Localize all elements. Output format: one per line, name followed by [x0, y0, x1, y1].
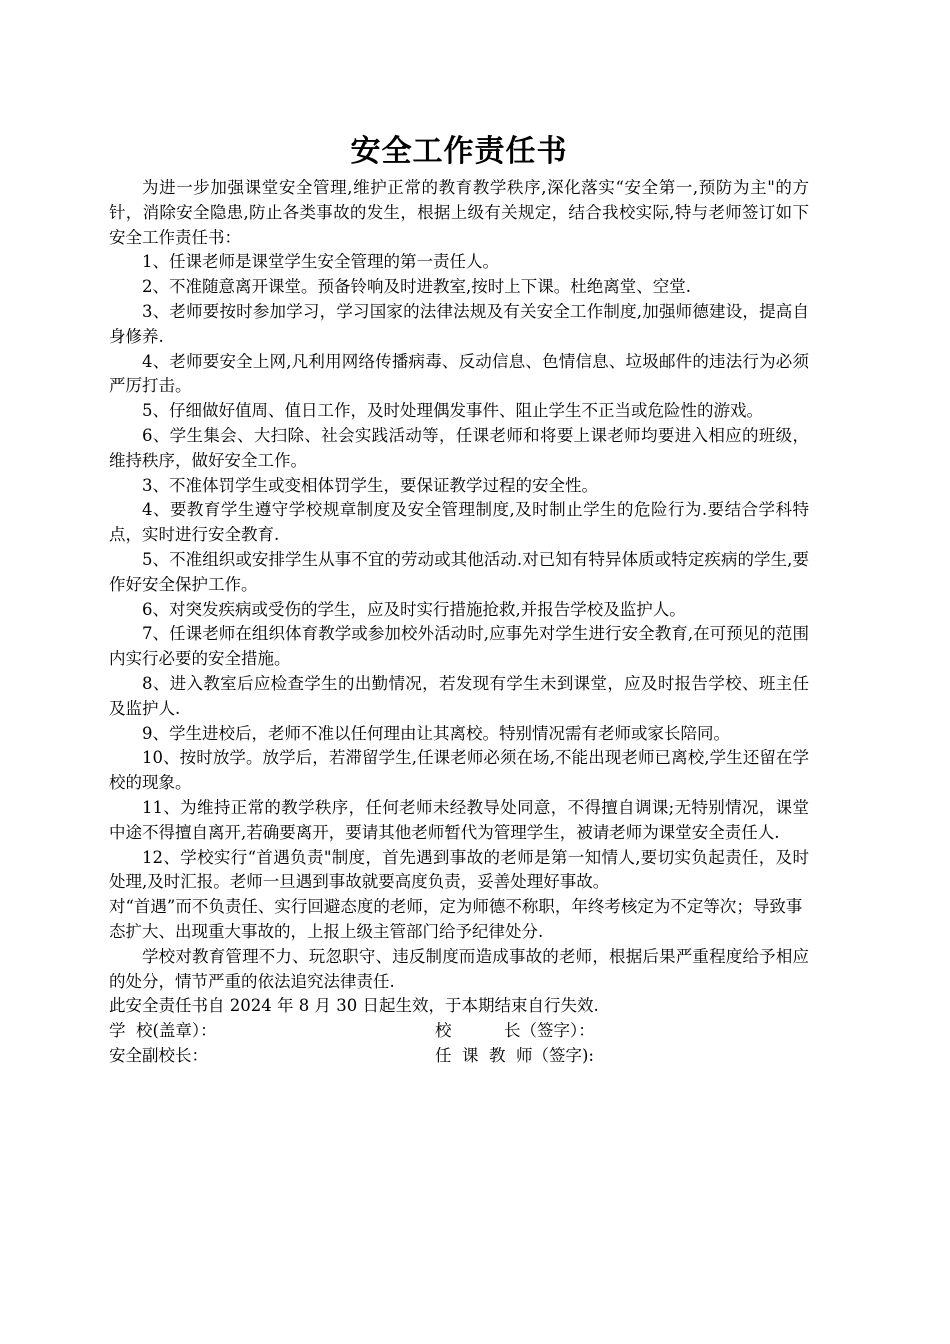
clause-item: 12、学校实行“首遇负责"制度，首先遇到事故的老师是第一知情人,要切实负起责任，及时处理,及时汇报。老师一旦遇到事故就要高度负责，妥善处理好事故。 — [109, 847, 809, 892]
document-body — [109, 130, 809, 1069]
signature-row-1 — [109, 1019, 809, 1044]
clause-item: 5、不准组织或安排学生从事不宜的劳动或其他活动.对已知有特异体质或特定疾病的学生,要作好安全保护工作。 — [109, 549, 809, 594]
clause-item: 3、老师要按时参加学习，学习国家的法律法规及有关安全工作制度,加强师德建设，提高自身修养. — [109, 301, 809, 346]
clause-item: 8、进入教室后应检查学生的出勤情况，若发现有学生未到课堂，应及时报告学校、班主任及监护人. — [109, 673, 809, 718]
clause-item: 6、学生集会、大扫除、社会实践活动等，任课老师和将要上课老师均要进入相应的班级，维持秩序，做好安全工作。 — [109, 425, 809, 470]
clause-item: 1、任课老师是课堂学生安全管理的第一责任人。 — [142, 252, 499, 272]
intro-paragraph: 为进一步加强课堂安全管理,维护正常的教育教学秩序,深化落实“安全第一,预防为主"的方针，消除安全隐患,防止各类事故的发生，根据上级有关规定，结合我校实际,特与老师签订如下安全工作责任书： — [109, 178, 809, 247]
school-seal-label: 学 校(盖章）： — [109, 1021, 217, 1041]
page-title: 安全工作责任书 — [350, 134, 568, 169]
clause-item: 4、老师要安全上网,凡利用网络传播病毒、反动信息、色情信息、垃圾邮件的违法行为必须严厉打击。 — [109, 351, 809, 396]
clause-item: 5、仔细做好值周、值日工作，及时处理偶发事件、阻止学生不正当或危险性的游戏。 — [142, 401, 763, 421]
teacher-signature-label: 任 课 教 师（签字): — [435, 1045, 594, 1065]
clause-item: 2、不准随意离开课堂。预备铃响及时进教室,按时上下课。杜绝离堂、空堂. — [142, 277, 691, 297]
clause-item: 3、不准体罚学生或变相体罚学生，要保证教学过程的安全性。 — [142, 475, 598, 495]
signature-row-2 — [109, 1044, 809, 1069]
clause-item: 6、对突发疾病或受伤的学生，应及时实行措施抢救,并报告学校及监护人。 — [142, 599, 686, 619]
clause-item: 4、要教育学生遵守学校规章制度及安全管理制度,及时制止学生的危险行为.要结合学科特点，实时进行安全教育. — [109, 500, 809, 545]
clause-item: 9、学生进校后，老师不准以任何理由让其离校。特别情况需有老师或家长陪同。 — [142, 723, 730, 743]
effective-date-line: 此安全责任书自 2024 年 8 月 30 日起生效，于本期结束自行失效. — [109, 996, 599, 1016]
closing-paragraph: 学校对教育管理不力、玩忽职守、违反制度而造成事故的老师，根据后果严重程度给予相应的处分，情节严重的依法追究法律责任. — [109, 946, 809, 991]
safety-vice-principal-label: 安全副校长： — [109, 1045, 208, 1065]
clause-item-continuation: 对“首遇”而不负责任、实行回避态度的老师，定为师德不称职，年终考核定为不定等次；导致事态扩大、出现重大事故的，上报上级主管部门给予纪律处分. — [109, 897, 803, 941]
clause-item: 11、为维持正常的教学秩序，任何老师未经教导处同意，不得擅自调课;无特别情况，课堂中途不得擅自离开,若确要离开，要请其他老师暂代为管理学生，被请老师为课堂安全责任人. — [109, 797, 809, 842]
clause-item: 10、按时放学。放学后，若滞留学生,任课老师必须在场,不能出现老师已离校,学生还留在学校的现象。 — [109, 748, 809, 793]
clause-item: 7、任课老师在组织体育教学或参加校外活动时,应事先对学生进行安全教育,在可预见的范围内实行必要的安全措施。 — [109, 624, 809, 669]
principal-signature-label: 校 长（签字）： — [435, 1021, 595, 1041]
